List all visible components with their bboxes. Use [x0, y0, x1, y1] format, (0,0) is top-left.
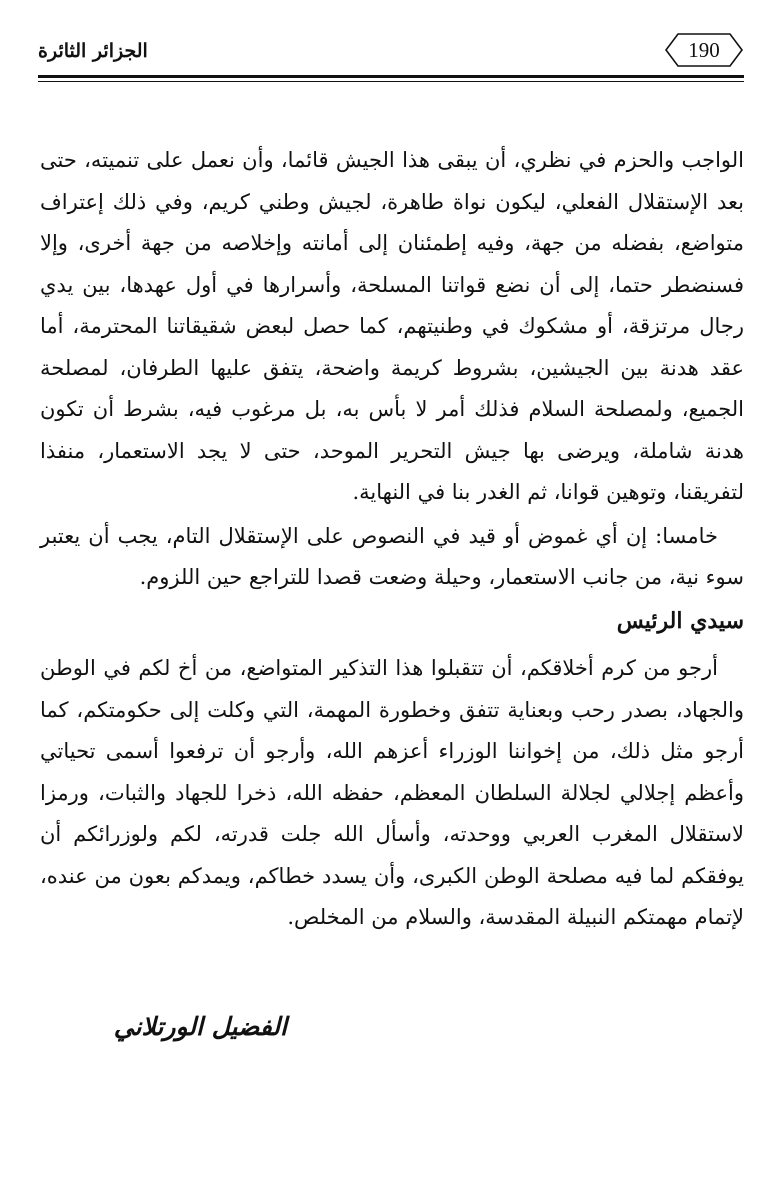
header-rule-thin	[38, 81, 744, 82]
page-number-badge	[664, 32, 744, 68]
body-text	[40, 140, 744, 939]
running-title: الجزائر الثائرة	[38, 40, 148, 62]
page-number: 190	[688, 38, 720, 62]
signature: الفضيل الورتلاني	[113, 1012, 287, 1041]
section-heading: سيدي الرئيس	[616, 607, 744, 634]
paragraph-2: خامسا: إن أي غموض أو قيد في النصوص على الإستقلال التام، يجب أن يعتبر سوء نية، من جانب الاستعمار، وحيلة وضعت قصدا للتراجع حين اللزوم.	[40, 523, 744, 589]
paragraph-3: أرجو من كرم أخلاقكم، أن تتقبلوا هذا التذكير المتواضع، من أخ لكم في الوطن والجهاد، بصدر رحب وبعناية تتفق وخطورة المهمة، التي وكلت إلى حكومتكم، كما أرجو مثل ذلك، من إخواننا الوزراء أعزهم الله، وأرجو أن ترفعوا أسمى تحياتي وأعظم إجلالي لجلالة السلطان المعظم، حفظه الله، ذخرا للجهاد والثبات، ورمزا لاستقلال المغرب العربي ووحدته، وأسأل الله جلت قدرته، لكم ولوزرائكم أن يوفقكم لما فيه مصلحة الوطن الكبرى، وأن يسدد خطاكم، ويمدكم بعون من عنده، لإتمام مهمتكم النبيلة المقدسة، والسلام من المخلص.	[40, 656, 744, 929]
header-rule-thick	[38, 75, 744, 78]
paragraph-1: الواجب والحزم في نظري، أن يبقى هذا الجيش قائما، وأن نعمل على تنميته، حتى بعد الإستقلال الفعلي، ليكون نواة طاهرة، لجيش وطني كريم، وفي ذلك إعتراف متواضع، بفضله من جهة، وفيه إطمئنان إلى أمانته وإخلاصه من جهة أخرى، وإلا فسنضطر حتما، إلى أن نضع قواتنا المسلحة، وأسرارها في أول عهدها، بين يدي رجال مرتزقة، أو مشكوك في وطنيتهم، كما حصل لبعض شقيقاتنا المحترمة، أما عقد هدنة بين الجيشين، بشروط كريمة واضحة، يتفق عليها الطرفان، لمصلحة الجميع، ولمصلحة السلام فذلك أمر لا بأس به، بل مرغوب فيه، بشرط أن تكون هدنة شاملة، ويرضى بها جيش التحرير الموحد، حتى لا يجد الاستعمار، منفذا لتفريقنا، وتوهين قوانا، ثم الغدر بنا في النهاية.	[40, 148, 744, 504]
